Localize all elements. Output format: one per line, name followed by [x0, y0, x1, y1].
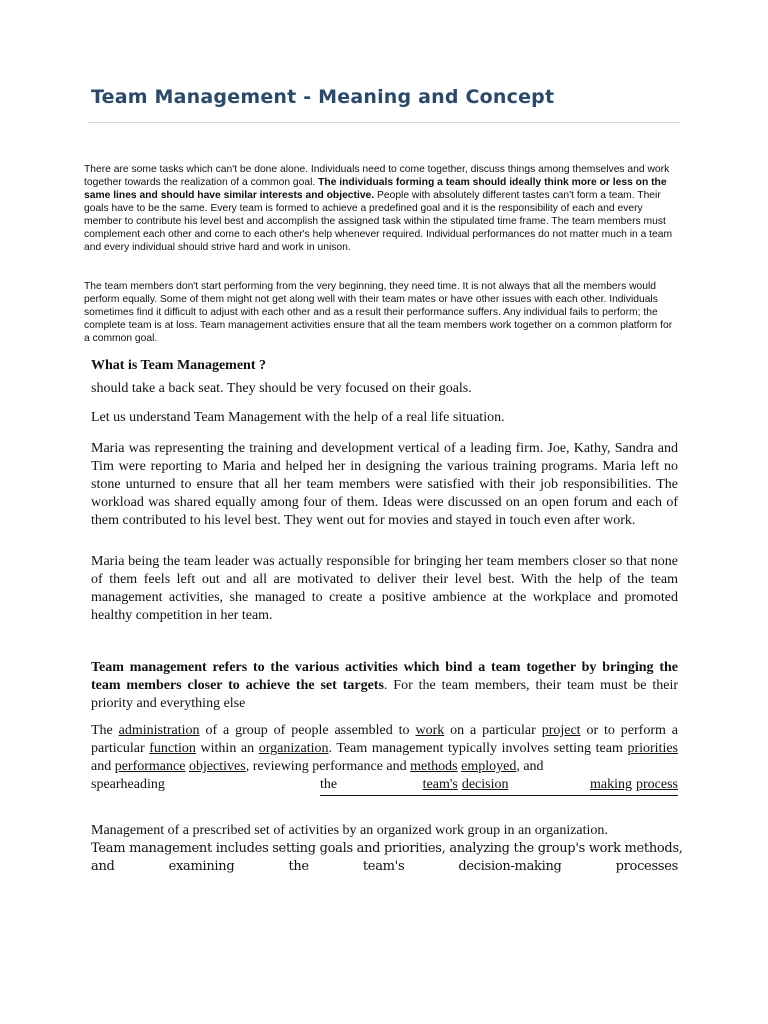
link-process[interactable]: process [635, 777, 678, 792]
text-segment: , reviewing performance and [245, 759, 411, 774]
word-spearheading: spearheading [91, 777, 165, 792]
link-administration[interactable]: administration [118, 723, 200, 738]
intro-paragraph-1 [84, 163, 680, 254]
closing-word: the [288, 859, 309, 874]
paragraph-administration [91, 722, 678, 776]
paragraph-real-life: Let us understand Team Management with the help of a real life situation. [91, 410, 505, 425]
link-objectives[interactable]: objectives [188, 759, 246, 774]
paragraph-definition-bold [91, 659, 678, 713]
link-employed[interactable]: employed [461, 759, 517, 774]
link-performance[interactable]: performance [114, 759, 186, 774]
paragraph-maria-leader: Maria being the team leader was actually responsible for bringing her team members closer so that none of them feels left out and all are motivated to deliver their level best. With the help of the team management activities, she managed to create a positive ambience at the workplace and promoted healthy competition in her team. [91, 554, 678, 623]
paragraph-administration-last-line [91, 776, 678, 796]
intro-bold-text: The individuals forming a team should ideally think more or less on the same lines and should have similar interests and objective. [84, 177, 667, 201]
closing-line-2: Team management includes setting goals and priorities, analyzing the group's work methods, [91, 841, 683, 856]
intro-paragraph-2: The team members don't start performing from the very beginning, they need time. It is not always that all the members would perform equally. Some of them might not get along well with their team mates or have other issues with each other. Individuals sometimes find it difficult to adjust with each other and as a result their performance suffers. Any individual fails to perform; the complete team is at loss. Team management activities ensure that all the team members work together on a common platform for a common goal. [84, 281, 673, 344]
closing-word: examining [168, 859, 235, 874]
page-title: Team Management - Meaning and Concept [91, 86, 555, 108]
link-decision[interactable]: decision [461, 777, 509, 792]
link-making[interactable]: making [589, 777, 632, 792]
closing-line-1: Management of a prescribed set of activities by an organized work group in an organization. [91, 823, 608, 838]
word-the: the [320, 776, 337, 795]
definition-rest-text: . For the team members, their team must be their priority and everything else [91, 678, 678, 711]
text-segment: or to perform a particular [91, 723, 678, 756]
definition-bold-text: Team management refers to the various activities which bind a team together by bringing the team members closer to achieve the set targets [91, 660, 678, 693]
text-segment: . Team management typically involves setting team [328, 741, 628, 756]
text-segment: of a group of people assembled to [199, 723, 416, 738]
link-organization[interactable]: organization [258, 741, 329, 756]
decision-phrase [320, 776, 678, 796]
link-methods[interactable]: methods [410, 759, 458, 774]
closing-word: team's [362, 859, 405, 874]
link-priorities[interactable]: priorities [627, 741, 678, 756]
paragraph-maria-story: Maria was representing the training and development vertical of a leading firm. Joe, Kathy, Sandra and Tim were reporting to Maria and helped her in designing the various training programs. Maria left no stone unturned to ensure that all her team members were satisfied with their job responsibilities. The workload was shared equally among four of them. Ideas were discussed on an open forum and each of them contributed to his level best. They went out for movies and stayed in touch even after work. [91, 441, 678, 528]
closing-line-3 [91, 858, 678, 876]
text-segment: on a particular [444, 723, 542, 738]
text-segment: within an [195, 741, 259, 756]
text-segment: , and [516, 759, 544, 774]
link-project[interactable]: project [541, 723, 581, 738]
closing-word: processes [615, 859, 678, 874]
link-work[interactable]: work [415, 723, 445, 738]
link-teams[interactable]: team's [422, 777, 458, 792]
title-divider [88, 122, 680, 123]
closing-word: and [91, 859, 115, 874]
closing-word: decision-making [458, 859, 562, 874]
section-heading: What is Team Management ? [91, 358, 266, 373]
paragraph-back-seat: should take a back seat. They should be very focused on their goals. [91, 381, 472, 396]
text-segment: The [91, 723, 119, 738]
text-segment: and [91, 759, 115, 774]
intro-text-continued: People with absolutely different tastes can't form a team. Their goals have to be the same. Every team is formed to achieve a predefined goal and it is the responsibility of each and every member to contribute his level best and accomplish the assigned task within the stipulated time frame. The team members must complement each other and come to each other's help whenever required. Individual performances do not matter much in a team and every individual should strive hard and work in unison. [84, 190, 673, 253]
link-function[interactable]: function [149, 741, 196, 756]
intro-text: There are some tasks which can't be done alone. Individuals need to come together, discuss things among themselves and work together towards the realization of a common goal. [84, 164, 670, 188]
